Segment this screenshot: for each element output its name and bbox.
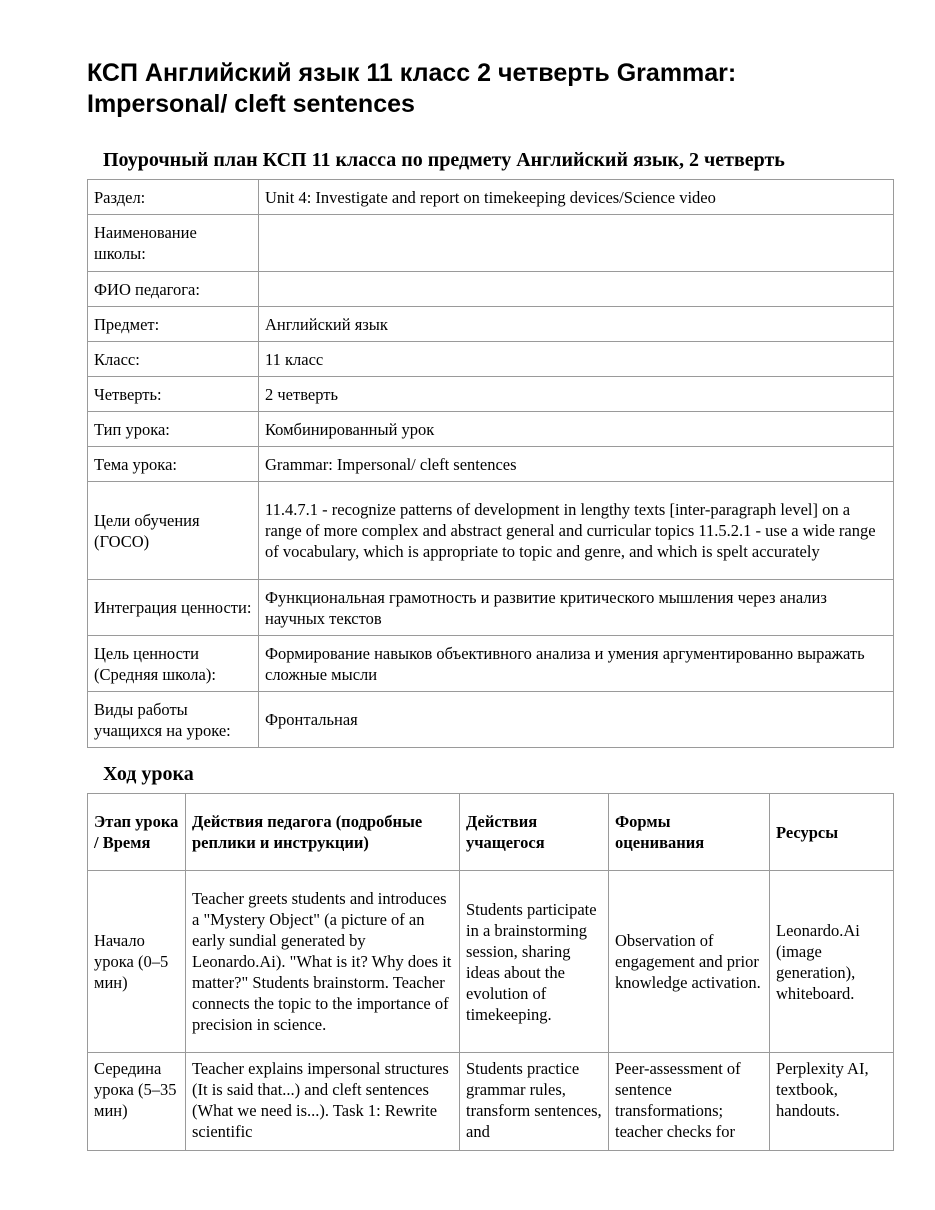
teacher-actions-cell: Teacher greets students and introduces a "Mystery Object" (a picture of an early sundial generated by Leonardo.Ai). "What is it? Why does it matter?" Students brainstorm. Teacher connects the topic to the importance of precision in science.: [186, 871, 460, 1053]
info-label: Цели обучения (ГОСО): [88, 482, 259, 580]
course-heading: Ход урока: [103, 763, 194, 785]
info-value: 11 класс: [259, 342, 894, 377]
header-assessment: Формы оценивания: [609, 794, 770, 871]
info-row-quarter: [88, 377, 894, 412]
info-value: Функциональная грамотность и развитие критического мышления через анализ научных текстов: [259, 580, 894, 636]
header-stage: Этап урока / Время: [88, 794, 186, 871]
header-student-actions: Действия учащегося: [460, 794, 609, 871]
lesson-course-table: [87, 793, 894, 1151]
student-actions-cell: Students participate in a brainstorming session, sharing ideas about the evolution of timekeeping.: [460, 871, 609, 1053]
info-row-school: [88, 215, 894, 272]
info-row-grade: [88, 342, 894, 377]
info-value: Комбинированный урок: [259, 412, 894, 447]
info-value: Английский язык: [259, 307, 894, 342]
assessment-cell: Peer-assessment of sentence transformations; teacher checks for: [609, 1053, 770, 1151]
info-row-work-types: [88, 692, 894, 748]
table-row: [88, 871, 894, 1053]
info-label: Наименование школы:: [88, 215, 259, 272]
document-title: КСП Английский язык 11 класс 2 четверть Grammar: Impersonal/ cleft sentences: [87, 59, 737, 118]
info-value: Grammar: Impersonal/ cleft sentences: [259, 447, 894, 482]
info-value: 2 четверть: [259, 377, 894, 412]
header-teacher-actions: Действия педагога (подробные реплики и инструкции): [186, 794, 460, 871]
stage-cell: Середина урока (5–35 мин): [88, 1053, 186, 1151]
info-label: Виды работы учащихся на уроке:: [88, 692, 259, 748]
info-value: 11.4.7.1 - recognize patterns of development in lengthy texts [inter-paragraph level] on a range of more complex and abstract general and curricular topics 11.5.2.1 - use a wide range of vocabulary, which is appropriate to topic and genre, and which is spelt accurately: [259, 482, 894, 580]
stage-cell: Начало урока (0–5 мин): [88, 871, 186, 1053]
table-row: [88, 1053, 894, 1151]
info-label: Класс:: [88, 342, 259, 377]
info-label: Интеграция ценности:: [88, 580, 259, 636]
info-value: Unit 4: Investigate and report on timekeeping devices/Science video: [259, 180, 894, 215]
info-value: Фронтальная: [259, 692, 894, 748]
info-row-topic: [88, 447, 894, 482]
course-header-row: [88, 794, 894, 871]
info-label: Тип урока:: [88, 412, 259, 447]
info-label: Тема урока:: [88, 447, 259, 482]
info-row-section: [88, 180, 894, 215]
info-label: Предмет:: [88, 307, 259, 342]
resources-cell: Perplexity AI, textbook, handouts.: [770, 1053, 894, 1151]
info-row-subject: [88, 307, 894, 342]
student-actions-cell: Students practice grammar rules, transform sentences, and: [460, 1053, 609, 1151]
info-row-lesson-type: [88, 412, 894, 447]
assessment-cell: Observation of engagement and prior knowledge activation.: [609, 871, 770, 1053]
info-label: Цель ценности (Средняя школа):: [88, 636, 259, 692]
header-resources: Ресурсы: [770, 794, 894, 871]
info-row-teacher: [88, 272, 894, 307]
plan-heading: Поурочный план КСП 11 класса по предмету Английский язык, 2 четверть: [103, 149, 785, 171]
info-label: ФИО педагога:: [88, 272, 259, 307]
info-value: [259, 215, 894, 272]
info-value: Формирование навыков объективного анализа и умения аргументированно выражать сложные мысли: [259, 636, 894, 692]
info-row-value-goal: [88, 636, 894, 692]
teacher-actions-cell: Teacher explains impersonal structures (It is said that...) and cleft sentences (What we need is...). Task 1: Rewrite scientific: [186, 1053, 460, 1151]
info-label: Четверть:: [88, 377, 259, 412]
info-value: [259, 272, 894, 307]
info-row-value-integration: [88, 580, 894, 636]
info-label: Раздел:: [88, 180, 259, 215]
resources-cell: Leonardo.Ai (image generation), whiteboard.: [770, 871, 894, 1053]
lesson-info-table: [87, 179, 894, 748]
info-row-objectives: [88, 482, 894, 580]
